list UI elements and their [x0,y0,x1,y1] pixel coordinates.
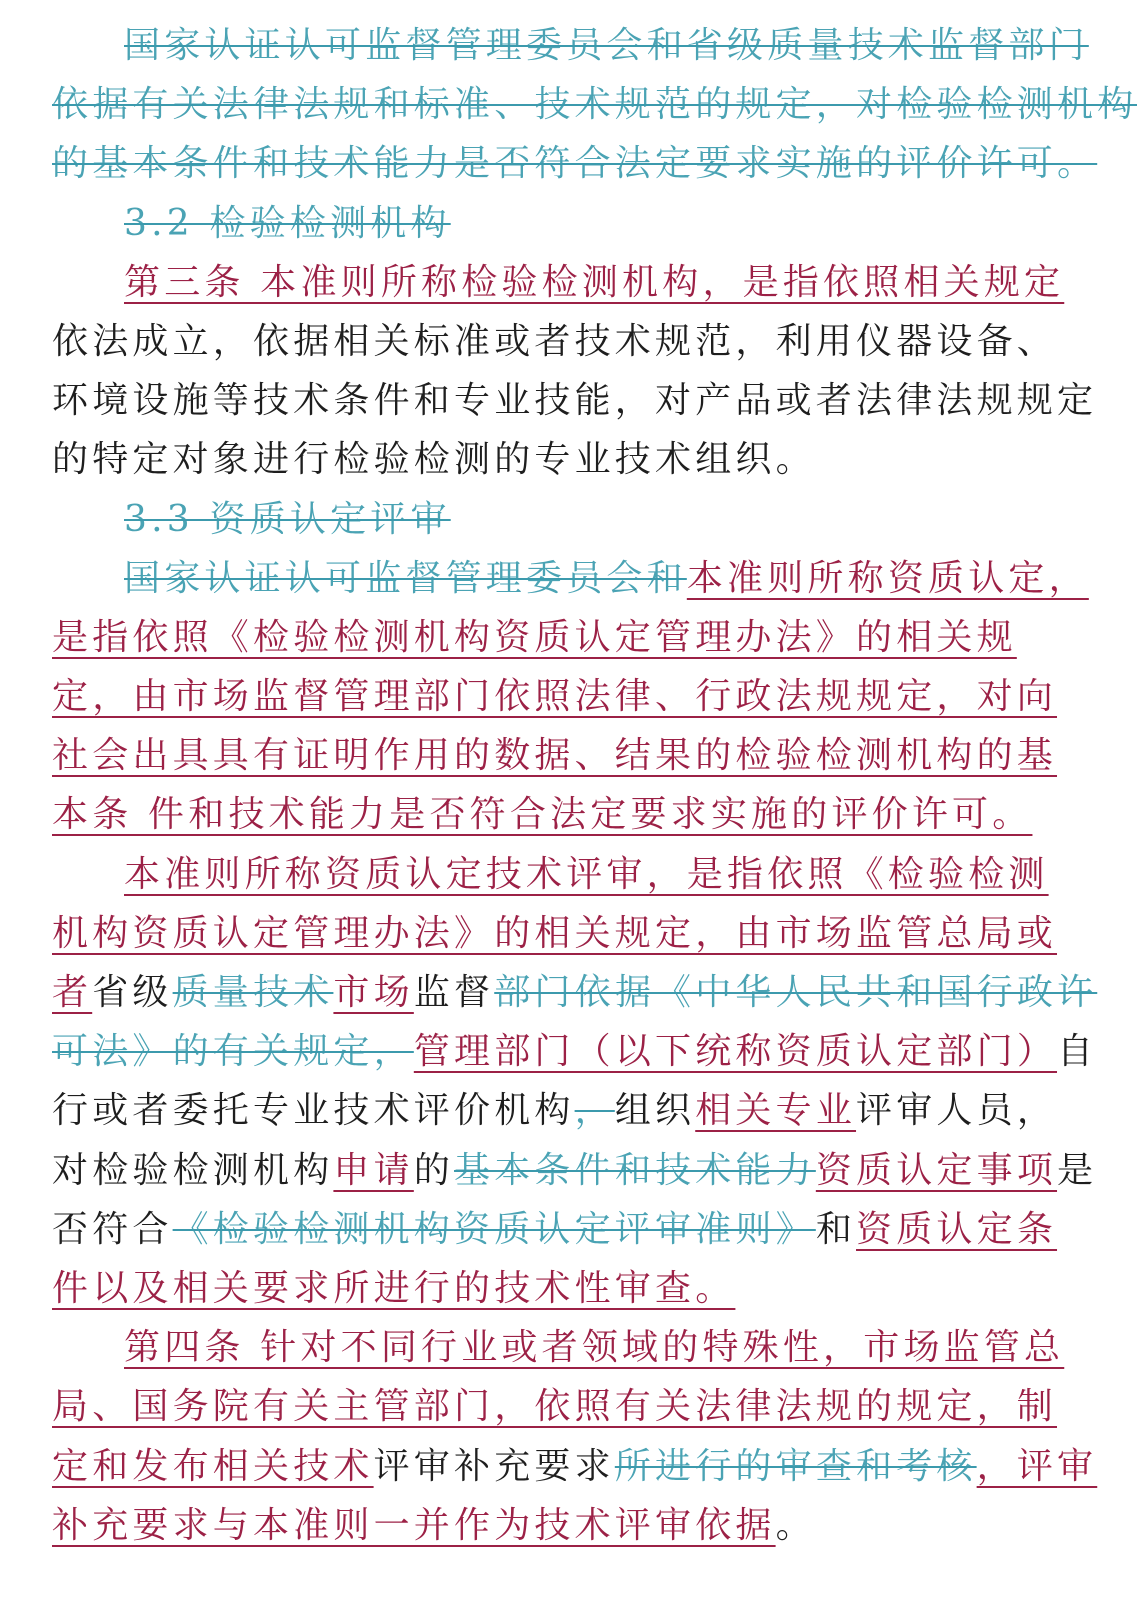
plain-text: 环境设施等技术条件和专业技能，对产品或者法律法规规定 [52,380,1098,422]
text-line-10 [52,549,1089,608]
plain-text: 是 [1057,1149,1098,1191]
inserted-text: 定和发布相关技术 [52,1445,374,1487]
plain-text: 评审补充要求 [373,1445,615,1487]
inserted-text: ，评审 [976,1445,1098,1487]
deleted-text: 质量技术 [172,972,334,1013]
deleted-text: 国家认证认可监督管理委员会和省级质量技术监督部门 [124,25,1089,66]
text-line-1 [52,16,1089,75]
inserted-text: 机构资质认定管理办法》的相关规定，由市场监管总局或 [52,912,1058,954]
inserted-text: 社会出具具有证明作用的数据、结果的检验检测机构的基 [52,735,1058,777]
plain-text: 监督 [413,972,495,1013]
text-line-18 [52,1022,1098,1081]
text-line-4 [52,194,1030,253]
text-line-7 [52,371,1098,430]
text-line-20 [52,1141,1098,1200]
inserted-text: 第四条 针对不同行业或者领域的特殊性，市场监管总 [124,1327,1065,1369]
text-line-6 [52,312,1058,371]
text-line-13 [52,726,1058,785]
text-line-11 [52,608,1030,667]
plain-text: 和 [815,1208,857,1250]
text-line-14 [52,785,1033,844]
plain-text: 自 [1057,1031,1098,1073]
text-line-9 [52,490,1030,549]
inserted-text: 市场 [333,972,414,1013]
plain-text: 省级 [92,972,173,1013]
deleted-text: 的基本条件和技术能力是否符合法定要求实施的评价许可。 [52,143,1098,185]
deleted-text: 依据有关法律法规和标准、技术规范的规定，对检验检测机构 [52,84,1137,126]
inserted-text: 是指依照《检验检测机构资质认定管理办法》的相关规 [52,616,1017,658]
text-line-19 [52,1081,1058,1140]
text-line-26 [52,1496,1030,1555]
deleted-text: 部门依据《中华人民共和国行政许 [494,972,1098,1013]
text-line-5 [52,253,1065,312]
plain-text: 对检验检测机构 [52,1149,334,1191]
inserted-text: 者 [52,972,93,1013]
inserted-text: 申请 [333,1149,414,1191]
text-line-23 [52,1318,1065,1377]
inserted-text: 件以及相关要求所进行的技术性审查。 [52,1267,736,1309]
text-line-16 [52,904,1058,963]
text-line-2 [52,75,1137,134]
text-line-25 [52,1437,1098,1496]
deleted-text: 可法》的有关规定， [52,1031,414,1073]
deleted-text: 《检验检测机构资质认定评审准则》 [172,1208,816,1250]
plain-text: 组织 [614,1090,696,1132]
deleted-text: 3.2 检验检测机构 [124,202,451,244]
deleted-text: 基本条件和技术能力 [454,1149,816,1191]
text-line-17 [52,963,1098,1022]
inserted-text: 相关专业 [695,1090,857,1132]
inserted-text: 补充要求与本准则一并作为技术评审依据 [52,1504,776,1546]
inserted-text: 本准则所称资质认定， [686,557,1089,599]
deleted-text: 国家认证认可监督管理委员会和 [124,557,687,599]
text-line-21 [52,1200,1058,1259]
text-line-24 [52,1377,1058,1436]
plain-text: 行或者委托专业技术评价机构 [52,1090,575,1132]
plain-text: 的特定对象进行检验检测的专业技术组织。 [52,439,816,481]
plain-text: 依法成立，依据相关标准或者技术规范，利用仪器设备、 [52,320,1058,362]
plain-text: 评审人员， [856,1090,1058,1132]
inserted-text: 本条 件和技术能力是否符合法定要求实施的评价许可。 [52,794,1033,836]
deleted-text: 3.3 资质认定评审 [124,498,451,540]
text-line-3 [52,134,1098,193]
inserted-text: 本准则所称资质认定技术评审，是指依照《检验检测 [124,853,1049,895]
inserted-text: 第三条 本准则所称检验检测机构，是指依照相关规定 [124,261,1065,303]
deleted-text: ， [574,1090,615,1132]
deleted-text: 所进行的审查和考核 [614,1445,977,1487]
plain-text: 的 [413,1149,455,1191]
inserted-text: 管理部门（以下统称资质认定部门） [413,1031,1058,1073]
text-line-12 [52,667,1058,726]
plain-text: 否符合 [52,1208,173,1250]
plain-text: 。 [775,1504,816,1546]
text-line-8 [52,430,1030,489]
inserted-text: 资质认定条 [856,1208,1058,1250]
text-line-22 [52,1259,1030,1318]
text-line-15 [52,845,1049,904]
inserted-text: 定，由市场监督管理部门依照法律、行政法规规定，对向 [52,676,1058,718]
inserted-text: 资质认定事项 [815,1149,1058,1191]
inserted-text: 局、国务院有关主管部门，依照有关法律法规的规定，制 [52,1386,1058,1428]
